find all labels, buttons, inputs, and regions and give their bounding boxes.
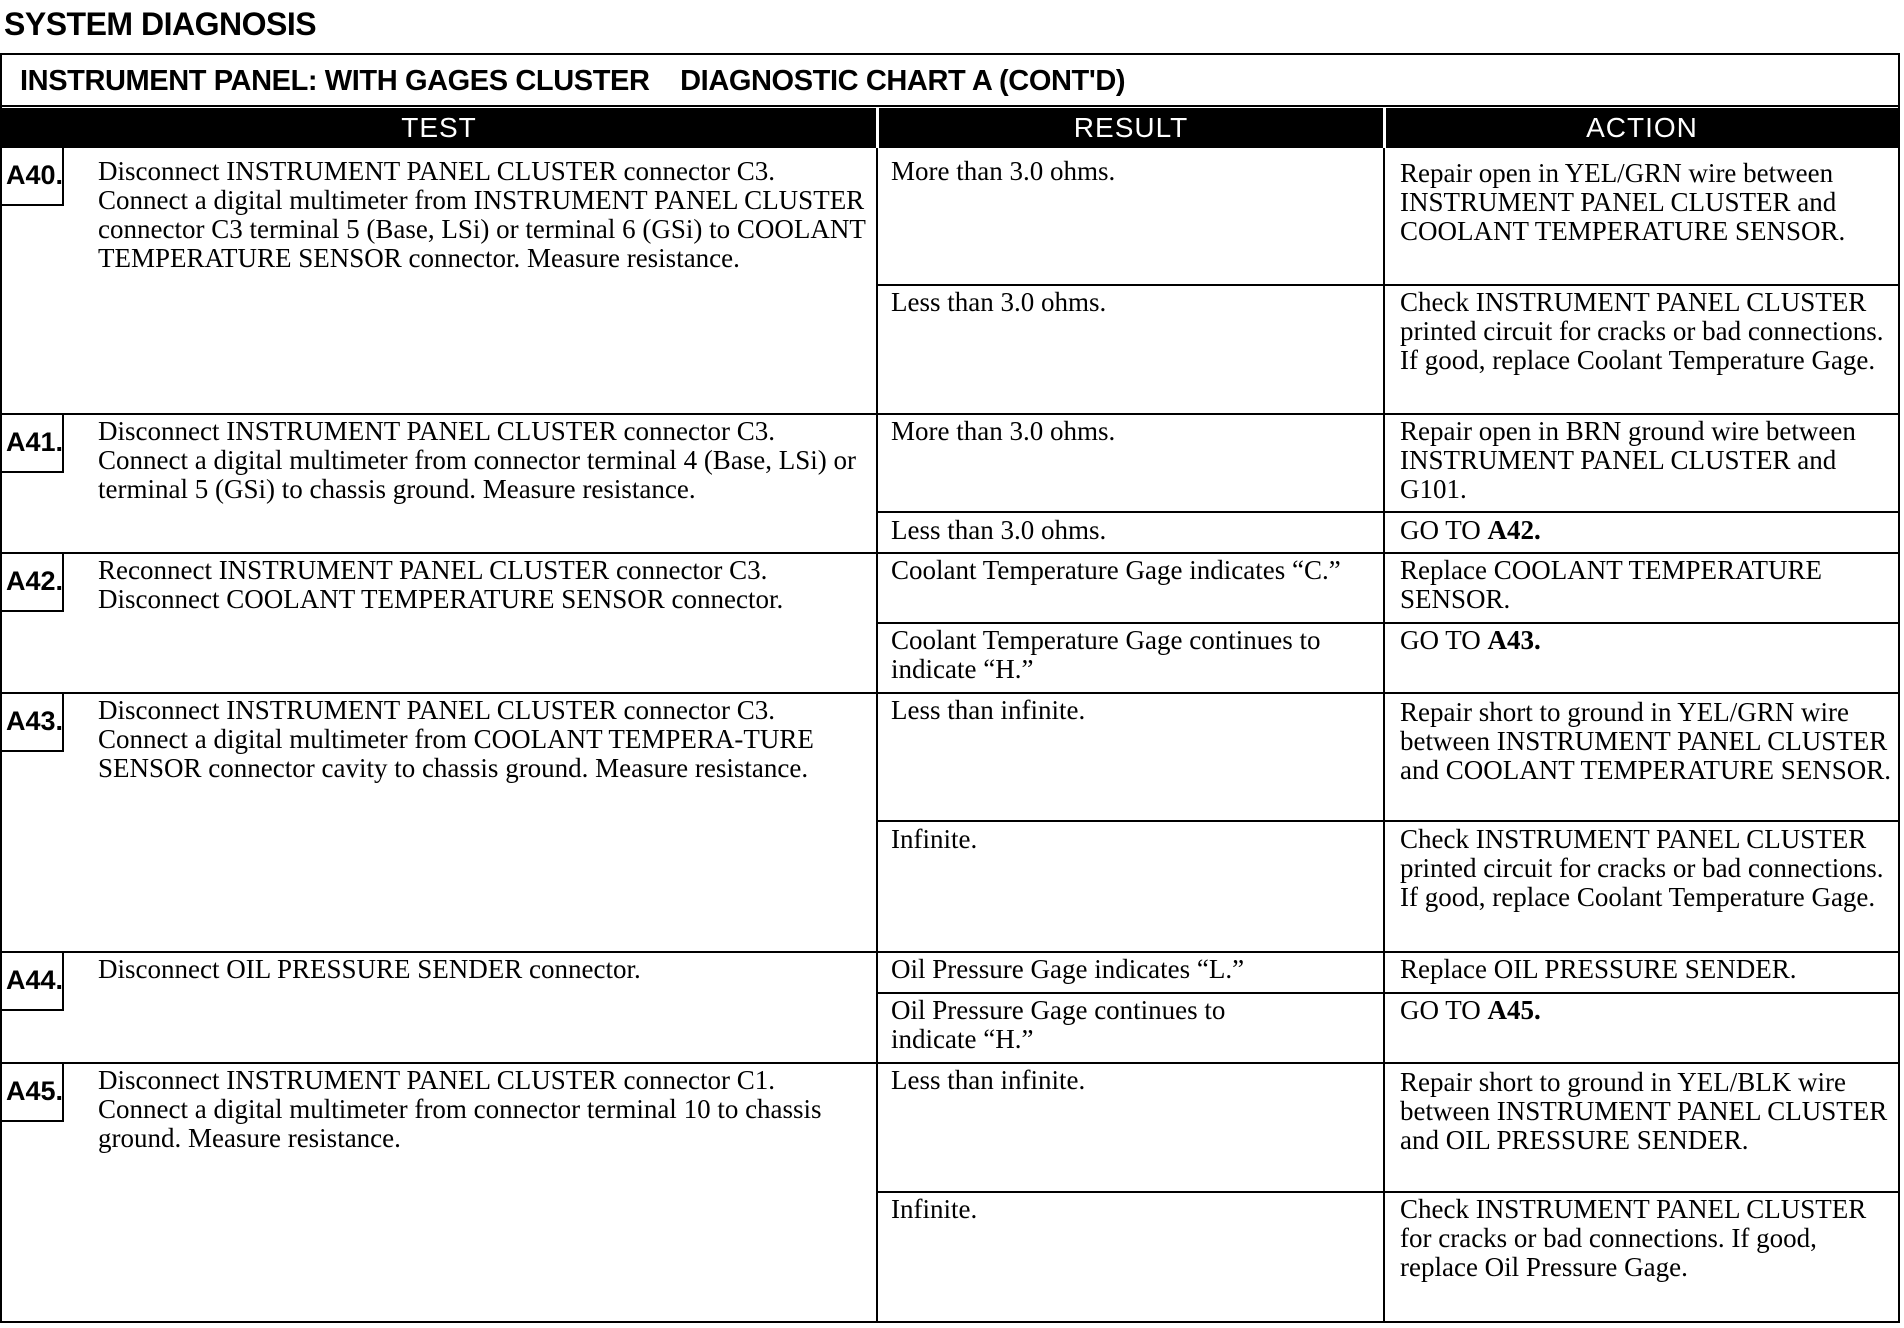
action-text	[1400, 626, 1896, 655]
action-prefix: GO TO	[1400, 515, 1488, 545]
column-divider	[876, 148, 878, 1321]
step-reference: A43.	[1487, 625, 1541, 655]
action-text: Check INSTRUMENT PANEL CLUSTER for cracks or bad connections. If good, replace Oil Pressure Gage.	[1400, 1194, 1867, 1282]
result-text: Less than 3.0 ohms.	[891, 515, 1107, 545]
step-id: A43.	[2, 694, 64, 752]
step-id: A40.	[2, 148, 64, 206]
step-separator	[2, 692, 1898, 694]
step-test-text: Disconnect OIL PRESSURE SENDER connector.	[98, 954, 641, 984]
step-separator	[2, 951, 1898, 953]
result-text: Oil Pressure Gage indicates “L.”	[891, 954, 1245, 984]
step-test-text: Reconnect INSTRUMENT PANEL CLUSTER connector C3. Disconnect COOLANT TEMPERATURE SENSOR connector.	[98, 555, 784, 614]
outcome-separator	[876, 284, 1898, 286]
action-text: Replace COOLANT TEMPERATURE SENSOR.	[1400, 555, 1822, 614]
page-title: SYSTEM DIAGNOSIS	[4, 6, 317, 42]
step-reference: A45.	[1487, 995, 1541, 1025]
step-id: A42.	[2, 554, 64, 612]
step-separator	[2, 1062, 1898, 1064]
action-text: Replace OIL PRESSURE SENDER.	[1400, 954, 1797, 984]
result-text: Less than 3.0 ohms.	[891, 287, 1107, 317]
step-test-text: Disconnect INSTRUMENT PANEL CLUSTER connector C3. Connect a digital multimeter from COOLANT TEMPERA-TURE SENSOR connector cavity to chassis ground. Measure resistance.	[98, 695, 814, 783]
result-text: Oil Pressure Gage continues to indicate “H.”	[891, 995, 1226, 1054]
action-text	[1400, 996, 1896, 1025]
action-text: Repair short to ground in YEL/BLK wire between INSTRUMENT PANEL CLUSTER and OIL PRESSURE SENDER.	[1400, 1067, 1888, 1155]
step-reference: A42.	[1487, 515, 1541, 545]
action-prefix: GO TO	[1400, 995, 1488, 1025]
column-header-test: TEST	[2, 108, 876, 148]
result-text: More than 3.0 ohms.	[891, 416, 1116, 446]
action-text	[1400, 516, 1896, 545]
step-id: A45.	[2, 1064, 64, 1122]
step-test-text: Disconnect INSTRUMENT PANEL CLUSTER connector C1. Connect a digital multimeter from connector terminal 10 to chassis ground. Measure resistance.	[98, 1065, 822, 1153]
result-text: Less than infinite.	[891, 1065, 1086, 1095]
action-prefix: GO TO	[1400, 625, 1488, 655]
outcome-separator	[876, 1191, 1898, 1193]
action-text: Repair open in BRN ground wire between INSTRUMENT PANEL CLUSTER and G101.	[1400, 416, 1856, 504]
column-header-result: RESULT	[879, 108, 1383, 148]
result-text: More than 3.0 ohms.	[891, 156, 1116, 186]
step-separator	[2, 552, 1898, 554]
outcome-separator	[876, 820, 1898, 822]
action-text: Check INSTRUMENT PANEL CLUSTER printed circuit for cracks or bad connections. If good, replace Coolant Temperature Gage.	[1400, 824, 1884, 912]
result-text: Coolant Temperature Gage indicates “C.”	[891, 555, 1341, 585]
column-header-action: ACTION	[1386, 108, 1898, 148]
result-text: Infinite.	[891, 824, 978, 854]
diagnostic-chart	[0, 53, 1900, 1323]
result-text: Less than infinite.	[891, 695, 1086, 725]
chart-title: INSTRUMENT PANEL: WITH GAGES CLUSTER DIAGNOSTIC CHART A (CONT'D)	[2, 55, 1898, 107]
result-text: Coolant Temperature Gage continues to indicate “H.”	[891, 625, 1321, 684]
result-text: Infinite.	[891, 1194, 978, 1224]
outcome-separator	[876, 622, 1898, 624]
outcome-separator	[876, 992, 1898, 994]
action-text: Check INSTRUMENT PANEL CLUSTER printed circuit for cracks or bad connections. If good, replace Coolant Temperature Gage.	[1400, 287, 1884, 375]
action-text: Repair open in YEL/GRN wire between INSTRUMENT PANEL CLUSTER and COOLANT TEMPERATURE SENSOR.	[1400, 158, 1846, 246]
outcome-separator	[876, 511, 1898, 513]
step-separator	[2, 413, 1898, 415]
step-test-text: Disconnect INSTRUMENT PANEL CLUSTER connector C3. Connect a digital multimeter from connector terminal 4 (Base, LSi) or terminal 5 (GSi) to chassis ground. Measure resistance.	[98, 416, 857, 504]
column-divider	[1383, 148, 1385, 1321]
step-test-text: Disconnect INSTRUMENT PANEL CLUSTER connector C3. Connect a digital multimeter from INSTRUMENT PANEL CLUSTER connector C3 terminal 5 (Base, LSi) or terminal 6 (GSi) to COOLANT TEMPERATURE SENSOR connector. Measure resistance.	[98, 156, 866, 273]
step-id: A44.	[2, 953, 64, 1011]
step-id: A41.	[2, 415, 64, 473]
action-text: Repair short to ground in YEL/GRN wire between INSTRUMENT PANEL CLUSTER and COOLANT TEMPERATURE SENSOR.	[1400, 697, 1892, 785]
